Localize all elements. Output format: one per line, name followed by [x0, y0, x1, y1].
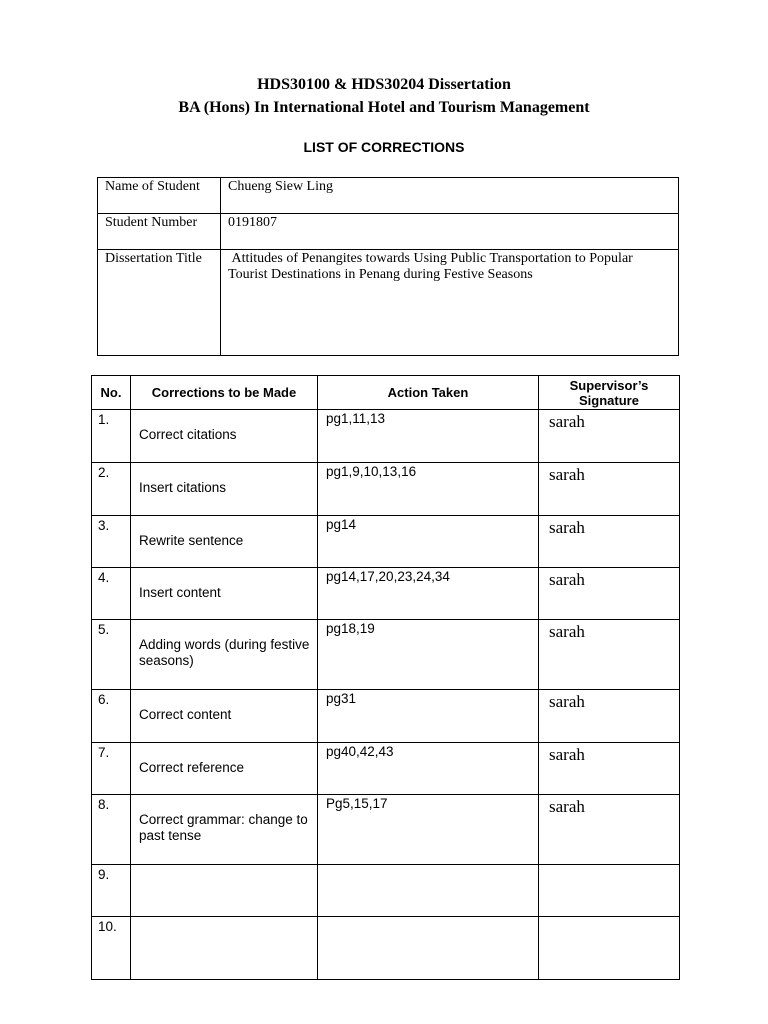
number-label: Student Number [98, 214, 221, 250]
row-signature: sarah [539, 463, 680, 516]
row-action: pg18,19 [318, 620, 539, 690]
row-number: 7. [92, 743, 131, 795]
row-correction: Correct grammar: change to past tense [131, 795, 318, 865]
row-correction [131, 917, 318, 980]
row-signature: sarah [539, 516, 680, 568]
document-title: HDS30100 & HDS30204 Dissertation [257, 76, 511, 93]
row-number: 2. [92, 463, 131, 516]
table-row [92, 917, 680, 980]
row-correction: Adding words (during festive seasons) [131, 620, 318, 690]
table-row [92, 410, 680, 463]
number-value: 0191807 [221, 214, 679, 250]
row-action: pg1,11,13 [318, 410, 539, 463]
row-action: pg31 [318, 690, 539, 743]
row-correction: Correct citations [131, 410, 318, 463]
title-value: Attitudes of Penangites towards Using Public Transportation to Popular Tourist Destinations in Penang during Festive Seasons [221, 250, 679, 356]
table-row [92, 865, 680, 917]
row-signature [539, 865, 680, 917]
row-action: pg40,42,43 [318, 743, 539, 795]
row-correction: Rewrite sentence [131, 516, 318, 568]
row-number: 4. [92, 568, 131, 620]
row-number: 8. [92, 795, 131, 865]
row-correction: Insert citations [131, 463, 318, 516]
name-label: Name of Student [98, 178, 221, 214]
row-signature: sarah [539, 743, 680, 795]
row-action [318, 917, 539, 980]
row-number: 6. [92, 690, 131, 743]
row-signature: sarah [539, 568, 680, 620]
row-correction [131, 865, 318, 917]
row-number: 5. [92, 620, 131, 690]
row-action: pg1,9,10,13,16 [318, 463, 539, 516]
programme-title: BA (Hons) In International Hotel and Tourism Management [178, 99, 590, 116]
table-row [92, 795, 680, 865]
row-signature: sarah [539, 690, 680, 743]
row-correction: Correct content [131, 690, 318, 743]
name-value: Chueng Siew Ling [221, 178, 679, 214]
row-signature: sarah [539, 410, 680, 463]
info-row-title [98, 250, 679, 356]
row-number: 3. [92, 516, 131, 568]
info-row-number [98, 214, 679, 250]
table-row [92, 690, 680, 743]
title-label: Dissertation Title [98, 250, 221, 356]
table-row [92, 568, 680, 620]
row-number: 10. [92, 917, 131, 980]
table-row [92, 743, 680, 795]
header-no: No. [92, 376, 131, 410]
row-signature: sarah [539, 795, 680, 865]
row-action: pg14,17,20,23,24,34 [318, 568, 539, 620]
table-row [92, 620, 680, 690]
header-action: Action Taken [318, 376, 539, 410]
row-action [318, 865, 539, 917]
info-row-name [98, 178, 679, 214]
corrections-header-row [92, 376, 680, 410]
list-title: LIST OF CORRECTIONS [303, 139, 465, 155]
row-correction: Insert content [131, 568, 318, 620]
row-correction: Correct reference [131, 743, 318, 795]
row-action: Pg5,15,17 [318, 795, 539, 865]
row-number: 9. [92, 865, 131, 917]
table-row [92, 516, 680, 568]
header-signature: Supervisor’s Signature [539, 376, 680, 410]
student-info-table [97, 177, 679, 356]
table-row [92, 463, 680, 516]
header-corrections: Corrections to be Made [131, 376, 318, 410]
row-number: 1. [92, 410, 131, 463]
row-signature [539, 917, 680, 980]
corrections-table [91, 375, 680, 980]
row-action: pg14 [318, 516, 539, 568]
row-signature: sarah [539, 620, 680, 690]
